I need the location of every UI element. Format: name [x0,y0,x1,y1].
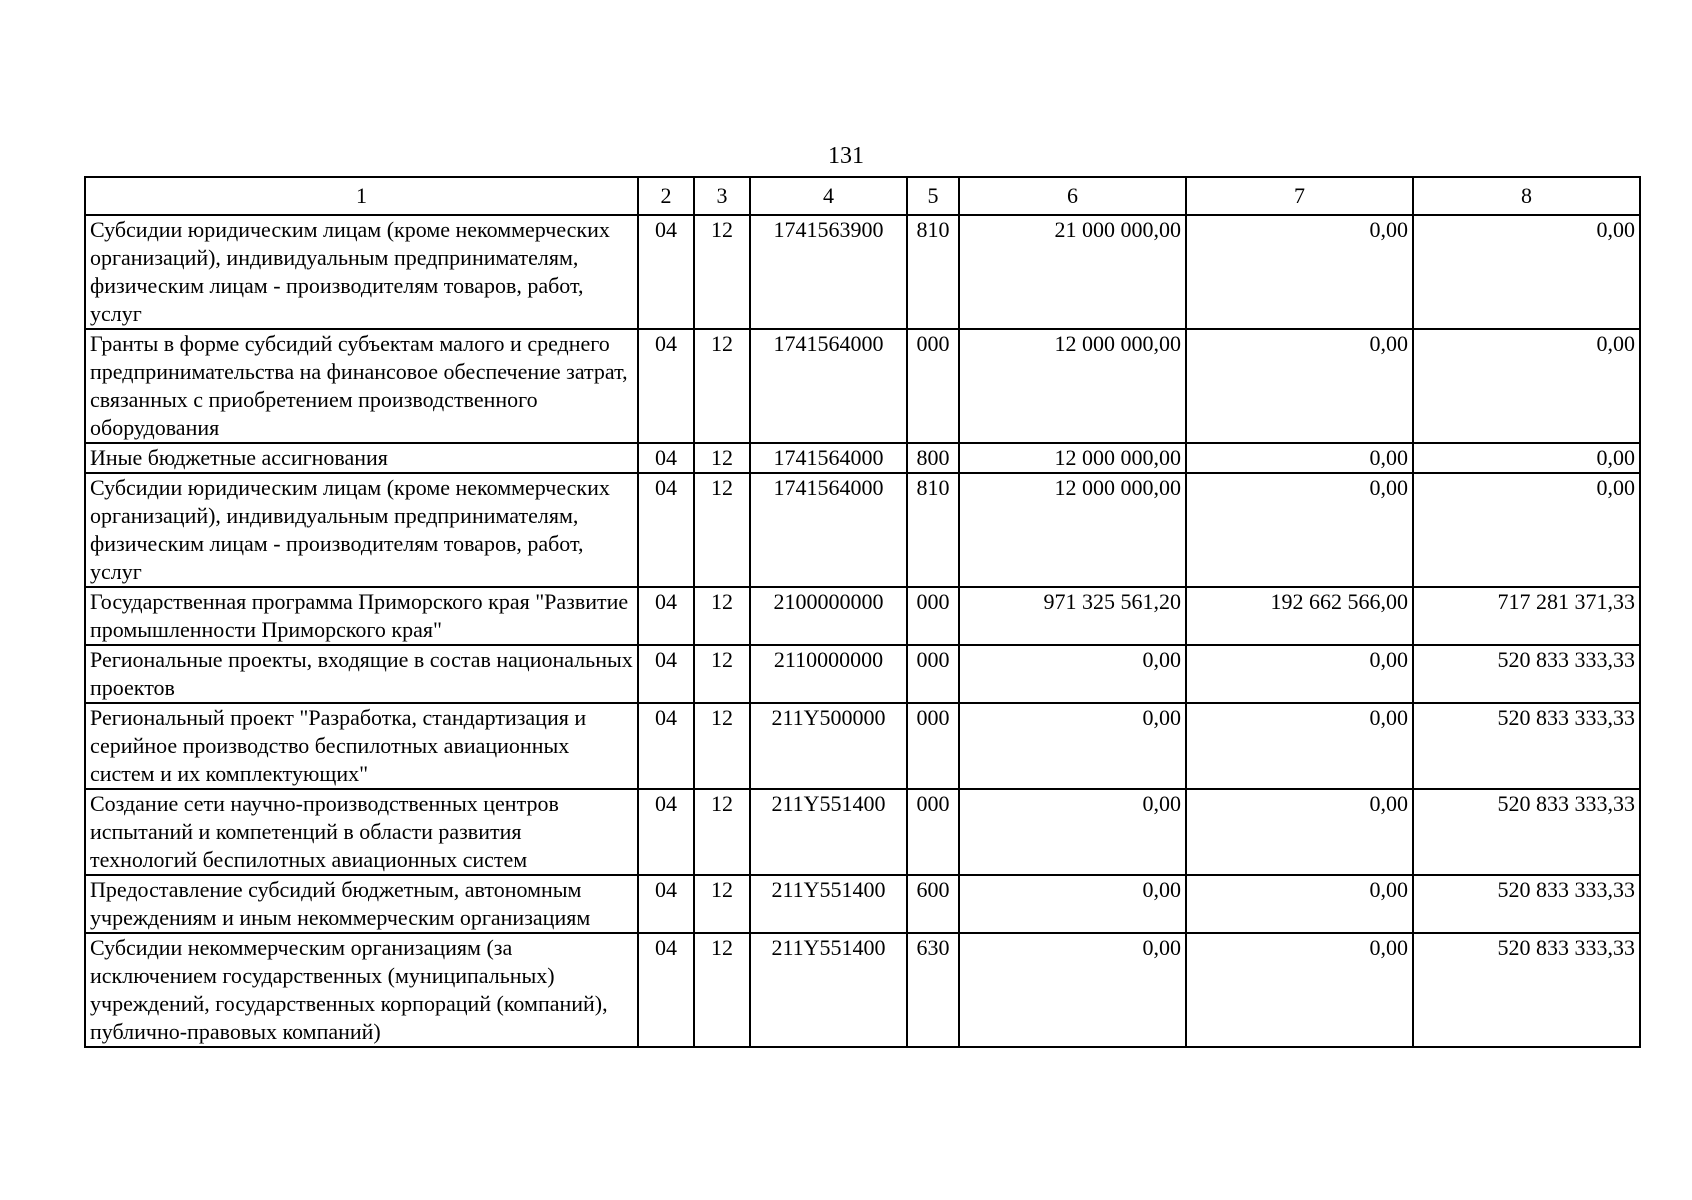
target-article-code: 1741564000 [750,443,907,473]
amount-col6: 12 000 000,00 [959,329,1186,443]
amount-col7: 0,00 [1186,443,1413,473]
section-code: 04 [638,875,694,933]
amount-col6: 971 325 561,20 [959,587,1186,645]
column-header: 2 [638,177,694,215]
expense-type-code: 600 [907,875,959,933]
subsection-code: 12 [694,443,750,473]
target-article-code: 1741564000 [750,329,907,443]
amount-col8: 520 833 333,33 [1413,703,1640,789]
amount-col8: 717 281 371,33 [1413,587,1640,645]
column-header: 6 [959,177,1186,215]
section-code: 04 [638,215,694,329]
expense-type-code: 800 [907,443,959,473]
expense-type-code: 000 [907,789,959,875]
row-name: Субсидии юридическим лицам (кроме некоммерческих организаций), индивидуальным предпринимателям, физическим лицам - производителям товаров, работ, услуг [85,215,638,329]
column-header: 7 [1186,177,1413,215]
section-code: 04 [638,645,694,703]
subsection-code: 12 [694,587,750,645]
expense-type-code: 630 [907,933,959,1047]
section-code: 04 [638,933,694,1047]
amount-col8: 520 833 333,33 [1413,875,1640,933]
target-article-code: 211Y551400 [750,933,907,1047]
row-name: Создание сети научно-производственных центров испытаний и компетенций в области развития технологий беспилотных авиационных систем [85,789,638,875]
row-name: Государственная программа Приморского края "Развитие промышленности Приморского края" [85,587,638,645]
header-row [85,177,1640,215]
amount-col6: 0,00 [959,789,1186,875]
amount-col6: 0,00 [959,933,1186,1047]
row-name: Субсидии юридическим лицам (кроме некоммерческих организаций), индивидуальным предпринимателям, физическим лицам - производителям товаров, работ, услуг [85,473,638,587]
table-row [85,703,1640,789]
table-row [85,443,1640,473]
amount-col7: 0,00 [1186,933,1413,1047]
target-article-code: 211Y551400 [750,875,907,933]
subsection-code: 12 [694,473,750,587]
target-article-code: 211Y500000 [750,703,907,789]
row-name: Региональные проекты, входящие в состав национальных проектов [85,645,638,703]
target-article-code: 1741564000 [750,473,907,587]
subsection-code: 12 [694,875,750,933]
amount-col7: 0,00 [1186,473,1413,587]
row-name: Гранты в форме субсидий субъектам малого и среднего предпринимательства на финансовое обеспечение затрат, связанных с приобретением производственного оборудования [85,329,638,443]
amount-col7: 0,00 [1186,215,1413,329]
amount-col8: 0,00 [1413,215,1640,329]
row-name: Субсидии некоммерческим организациям (за исключением государственных (муниципальных) учреждений, государственных корпораций (компаний), публично-правовых компаний) [85,933,638,1047]
section-code: 04 [638,473,694,587]
column-header: 8 [1413,177,1640,215]
amount-col6: 0,00 [959,645,1186,703]
row-name: Предоставление субсидий бюджетным, автономным учреждениям и иным некоммерческим организациям [85,875,638,933]
section-code: 04 [638,443,694,473]
subsection-code: 12 [694,933,750,1047]
subsection-code: 12 [694,645,750,703]
amount-col7: 192 662 566,00 [1186,587,1413,645]
amount-col8: 0,00 [1413,329,1640,443]
amount-col8: 520 833 333,33 [1413,933,1640,1047]
section-code: 04 [638,789,694,875]
page-number: 131 [828,143,864,169]
amount-col8: 520 833 333,33 [1413,645,1640,703]
column-header: 3 [694,177,750,215]
amount-col6: 12 000 000,00 [959,473,1186,587]
expense-type-code: 000 [907,703,959,789]
column-header: 5 [907,177,959,215]
subsection-code: 12 [694,703,750,789]
expense-type-code: 000 [907,329,959,443]
section-code: 04 [638,587,694,645]
target-article-code: 1741563900 [750,215,907,329]
column-header: 1 [85,177,638,215]
section-code: 04 [638,703,694,789]
subsection-code: 12 [694,215,750,329]
section-code: 04 [638,329,694,443]
expense-type-code: 810 [907,473,959,587]
amount-col8: 520 833 333,33 [1413,789,1640,875]
amount-col7: 0,00 [1186,645,1413,703]
table-row [85,789,1640,875]
expense-type-code: 000 [907,645,959,703]
amount-col7: 0,00 [1186,329,1413,443]
amount-col7: 0,00 [1186,703,1413,789]
table-row [85,875,1640,933]
table-row [85,215,1640,329]
amount-col6: 12 000 000,00 [959,443,1186,473]
amount-col6: 0,00 [959,703,1186,789]
amount-col7: 0,00 [1186,789,1413,875]
table-row [85,645,1640,703]
amount-col8: 0,00 [1413,473,1640,587]
table-row [85,473,1640,587]
amount-col8: 0,00 [1413,443,1640,473]
amount-col6: 21 000 000,00 [959,215,1186,329]
subsection-code: 12 [694,789,750,875]
budget-table [84,176,1641,1048]
amount-col6: 0,00 [959,875,1186,933]
target-article-code: 2100000000 [750,587,907,645]
table-row [85,329,1640,443]
subsection-code: 12 [694,329,750,443]
table-row [85,587,1640,645]
target-article-code: 211Y551400 [750,789,907,875]
table-row [85,933,1640,1047]
expense-type-code: 810 [907,215,959,329]
row-name: Региональный проект "Разработка, стандартизация и серийное производство беспилотных авиационных систем и их комплектующих" [85,703,638,789]
target-article-code: 2110000000 [750,645,907,703]
row-name: Иные бюджетные ассигнования [85,443,638,473]
expense-type-code: 000 [907,587,959,645]
amount-col7: 0,00 [1186,875,1413,933]
column-header: 4 [750,177,907,215]
